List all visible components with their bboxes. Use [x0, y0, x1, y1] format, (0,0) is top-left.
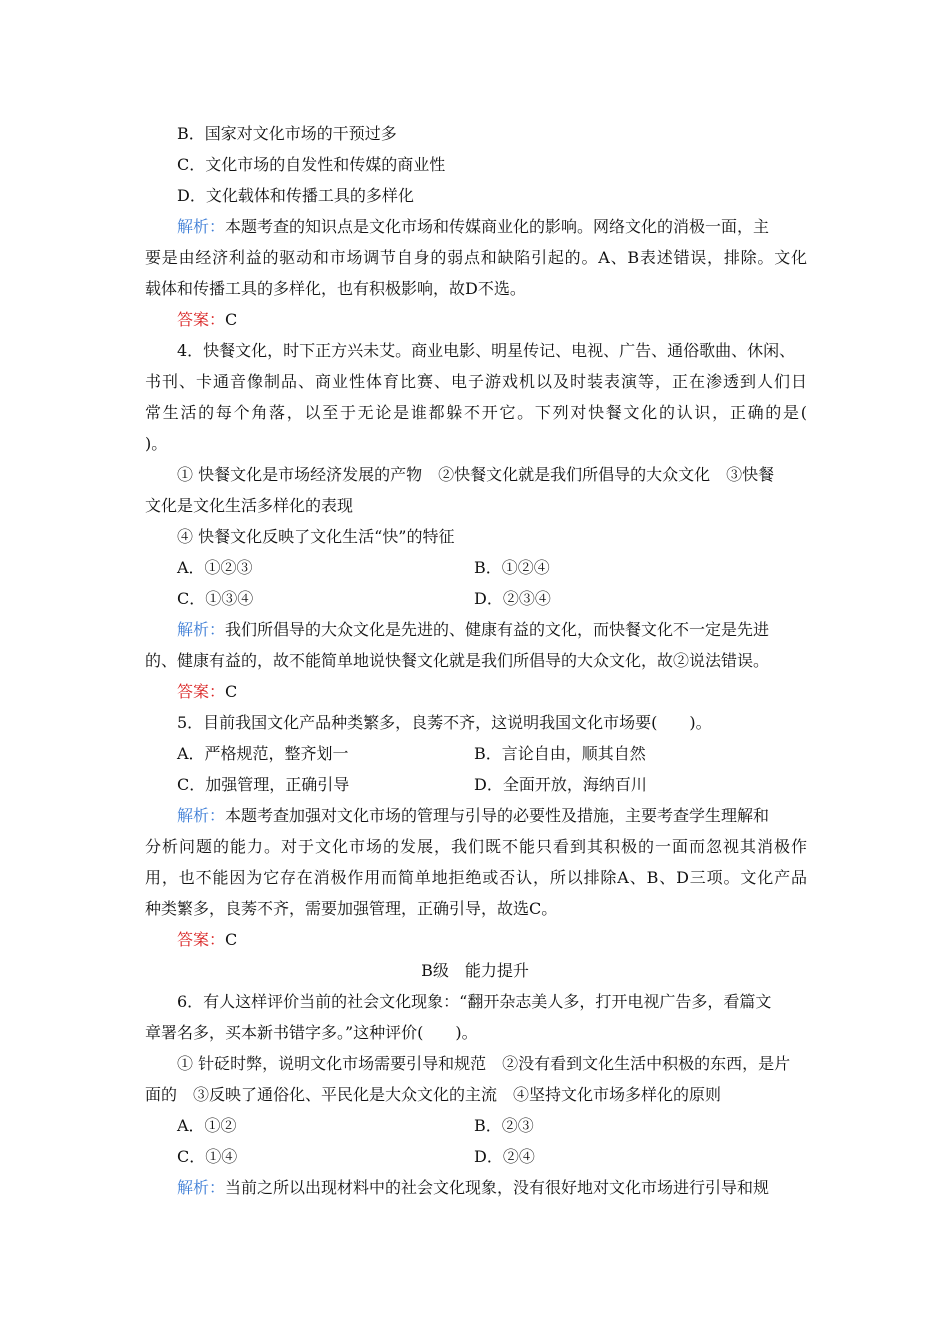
answer-label: 答案： [177, 682, 226, 701]
q6-stem-line1: 6．有人这样评价当前的社会文化现象：“翻开杂志美人多，打开电视广告多，看篇文 [177, 992, 772, 1011]
q5-answer [177, 930, 237, 950]
q6-stem-line2: 章署名多，买本新书错字多。”这种评价( )。 [145, 1023, 478, 1042]
section-title: B级 能力提升 [421, 961, 529, 980]
analysis-text: 我们所倡导的大众文化是先进的、健康有益的文化，而快餐文化不一定是先进 [225, 620, 770, 639]
q6-items-line2: 面的 ③反映了通俗化、平民化是大众文化的主流 ④坚持文化市场多样化的原则 [145, 1085, 722, 1104]
analysis-label: 解析： [177, 806, 226, 825]
q6-option-a: A．①② [177, 1116, 237, 1135]
q4-option-c: C．①③④ [177, 589, 254, 608]
q3-analysis-line3: 载体和传播工具的多样化，也有积极影响，故D不选。 [145, 279, 526, 298]
q4-answer [177, 682, 237, 702]
analysis-text: 本题考查加强对文化市场的管理与引导的必要性及措施，主要考查学生理解和 [225, 806, 770, 825]
q4-analysis-line2: 的、健康有益的，故不能简单地说快餐文化就是我们所倡导的大众文化，故②说法错误。 [145, 651, 770, 670]
answer-value: C [225, 930, 238, 949]
analysis-label: 解析： [177, 620, 226, 639]
q5-analysis-line2: 分析问题的能力。对于文化市场的发展，我们既不能只看到其积极的一面而忽视其消极作 [145, 837, 807, 856]
q5-analysis-line4: 种类繁多，良莠不齐，需要加强管理，正确引导，故选C。 [145, 899, 558, 918]
q4-stem-line2: 书刊、卡通音像制品、商业性体育比赛、电子游戏机以及时装表演等，正在渗透到人们日 [145, 372, 807, 391]
q5-option-b: B．言论自由，顺其自然 [474, 744, 646, 763]
q4-analysis-line1 [177, 620, 769, 640]
q4-option-b: B．①②④ [474, 558, 550, 577]
q3-analysis-line2: 要是由经济利益的驱动和市场调节自身的弱点和缺陷引起的。A、B表述错误，排除。文化 [145, 248, 807, 267]
q5-option-d: D．全面开放，海纳百川 [474, 775, 647, 794]
q5-stem: 5．目前我国文化产品种类繁多，良莠不齐，这说明我国文化市场要( )。 [177, 713, 712, 732]
analysis-text: 本题考查的知识点是文化市场和传媒商业化的影响。网络文化的消极一面，主 [225, 217, 770, 236]
q4-option-d: D．②③④ [474, 589, 551, 608]
answer-label: 答案： [177, 310, 226, 329]
q5-option-c: C．加强管理，正确引导 [177, 775, 350, 794]
q4-option-a: A．①②③ [177, 558, 253, 577]
analysis-text: 当前之所以出现材料中的社会文化现象，没有很好地对文化市场进行引导和规 [225, 1178, 770, 1197]
q5-analysis-line1 [177, 806, 769, 826]
q6-items-line1: ① 针砭时弊，说明文化市场需要引导和规范 ②没有看到文化生活中积极的东西，是片 [177, 1054, 791, 1073]
q6-option-d: D．②④ [474, 1147, 535, 1166]
q6-analysis-line1 [177, 1178, 769, 1198]
analysis-label: 解析： [177, 217, 226, 236]
q3-option-b: B．国家对文化市场的干预过多 [177, 124, 397, 143]
analysis-label: 解析： [177, 1178, 226, 1197]
q4-items-line1: ① 快餐文化是市场经济发展的产物 ②快餐文化就是我们所倡导的大众文化 ③快餐 [177, 465, 775, 484]
answer-label: 答案： [177, 930, 226, 949]
q4-stem-line1: 4．快餐文化，时下正方兴未艾。商业电影、明星传记、电视、广告、通俗歌曲、休闲、 [177, 341, 796, 360]
q5-option-a: A．严格规范，整齐划一 [177, 744, 349, 763]
q6-option-c: C．①④ [177, 1147, 238, 1166]
q4-items-line3: ④ 快餐文化反映了文化生活“快”的特征 [177, 527, 455, 546]
q4-stem-line3: 常生活的每个角落，以至于无论是谁都躲不开它。下列对快餐文化的认识，正确的是( [145, 403, 807, 422]
q4-stem-line4: )。 [145, 434, 168, 453]
q6-option-b: B．②③ [474, 1116, 534, 1135]
q4-items-line2: 文化是文化生活多样化的表现 [145, 496, 354, 515]
q3-analysis-line1 [177, 217, 769, 237]
q5-analysis-line3: 用，也不能因为它存在消极作用而简单地拒绝或否认，所以排除A、B、D三项。文化产品 [145, 868, 807, 887]
q3-answer [177, 310, 237, 330]
answer-value: C [225, 682, 238, 701]
answer-value: C [225, 310, 238, 329]
q3-option-c: C．文化市场的自发性和传媒的商业性 [177, 155, 446, 174]
q3-option-d: D．文化载体和传播工具的多样化 [177, 186, 414, 205]
